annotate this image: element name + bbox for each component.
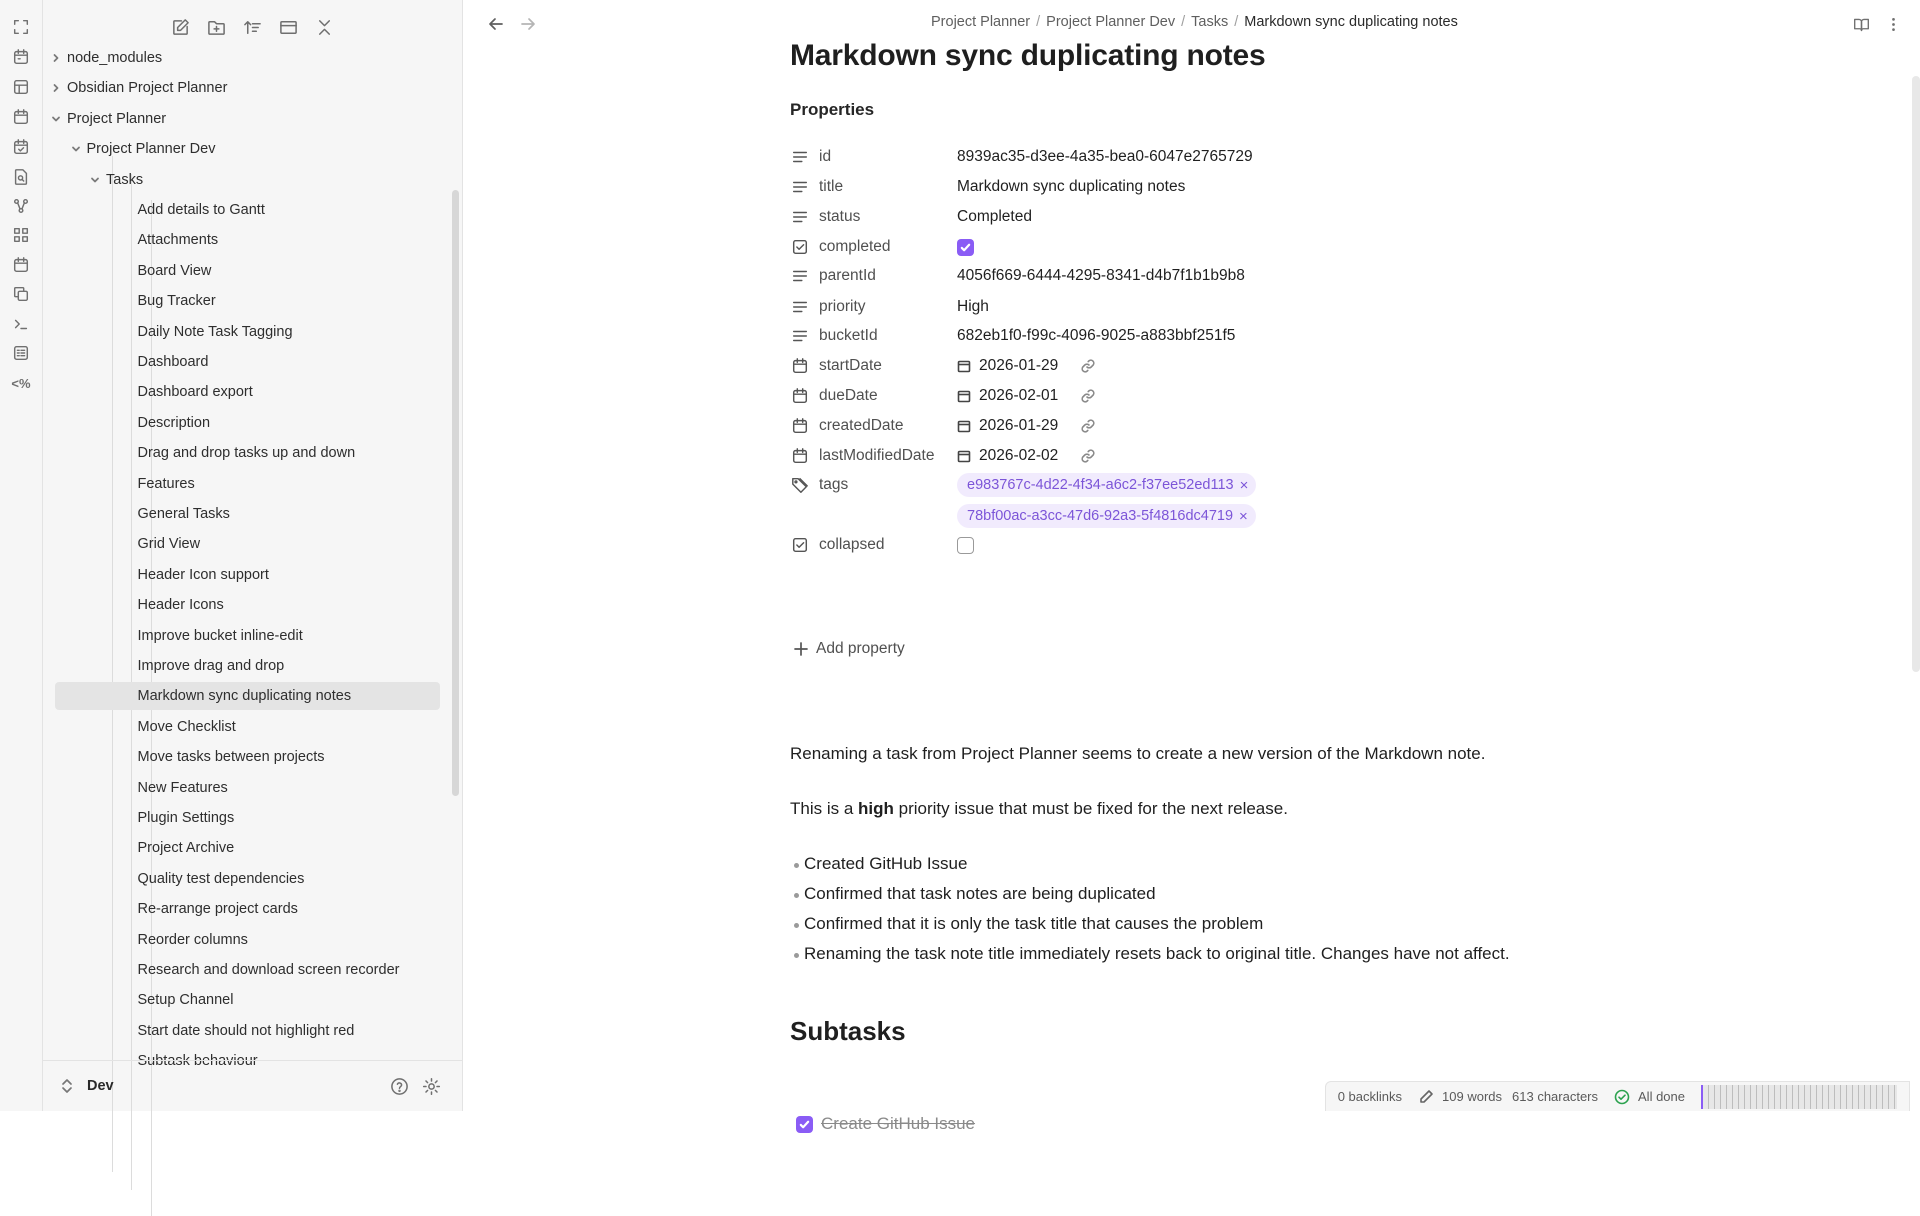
file-item[interactable] [43, 834, 462, 862]
tree-item-label: Tasks [106, 171, 144, 188]
sort-icon[interactable] [239, 14, 265, 40]
calendar-small-icon [957, 419, 971, 433]
bold-text: high [858, 799, 894, 818]
subtasks-heading[interactable]: Subtasks [790, 1016, 906, 1046]
collapse-all-icon[interactable] [311, 14, 337, 40]
property-key[interactable]: lastModifiedDate [819, 447, 935, 464]
link-icon[interactable] [1080, 418, 1096, 434]
date-picker[interactable] [957, 387, 1096, 405]
template-icon[interactable]: <% [11, 375, 31, 391]
tree-item-label: Quality test dependencies [137, 870, 305, 887]
tag-pill[interactable] [957, 473, 1256, 497]
tag-icon[interactable] [790, 475, 810, 495]
remove-tag-icon[interactable]: × [1239, 507, 1248, 525]
date-value: 2026-02-01 [979, 387, 1059, 404]
property-key[interactable]: parentId [819, 267, 876, 284]
date-value: 2026-01-29 [979, 357, 1059, 374]
property-row-collapsed [790, 527, 1690, 563]
property-value[interactable]: 682eb1f0-f99c-4096-9025-a883bbf251f5 [957, 327, 1236, 344]
tree-item-label: Dashboard [137, 354, 209, 370]
file-explorer-toolbar [43, 12, 462, 42]
link-icon[interactable] [1080, 448, 1096, 464]
file-item[interactable] [43, 865, 462, 893]
tree-item-label: General Tasks [137, 506, 230, 522]
copy-icon[interactable] [8, 281, 34, 307]
link-icon[interactable] [1080, 358, 1096, 374]
tree-item-label: Add details to Gantt [137, 202, 265, 218]
tree-item-label: Improve bucket inline-edit [137, 627, 303, 644]
folder-item[interactable] [43, 74, 462, 102]
tree-item-label: Project Archive [137, 840, 235, 857]
properties-heading[interactable]: Properties [790, 100, 875, 119]
fullscreen-icon[interactable] [8, 14, 34, 40]
file-item[interactable] [55, 682, 440, 710]
list-item[interactable]: Renaming the task note title immediately resets back to original title. Changes have not affect. [804, 944, 1510, 963]
character-count: 613 characters [1512, 1089, 1599, 1104]
date-picker[interactable] [957, 417, 1096, 435]
chevron-updown-icon [61, 1078, 73, 1094]
file-item[interactable] [43, 287, 462, 315]
breadcrumb-project-planner[interactable]: Project Planner [931, 14, 1031, 30]
property-checkbox[interactable] [957, 537, 974, 554]
plus-icon [794, 642, 808, 656]
tree-item-label: Header Icon support [137, 566, 269, 583]
folder-item[interactable] [43, 44, 462, 72]
property-key[interactable]: collapsed [819, 536, 885, 553]
sync-activity-graph [1701, 1085, 1897, 1109]
tree-item-label: Features [137, 475, 195, 492]
tree-item-label: Project Planner [67, 110, 167, 127]
file-item[interactable] [43, 926, 462, 954]
file-item[interactable] [43, 622, 462, 650]
file-item[interactable] [43, 986, 462, 1014]
pencil-edit-icon[interactable] [1418, 1089, 1434, 1105]
sync-status: All done [1638, 1089, 1685, 1104]
tree-item-label: Improve drag and drop [137, 658, 285, 674]
back-arrow-icon[interactable] [484, 12, 508, 36]
calendar-week-icon[interactable] [8, 104, 34, 130]
checkbox-icon[interactable] [790, 535, 810, 555]
tree-item-label: Board View [137, 262, 212, 279]
tree-item-label: Move Checklist [137, 718, 236, 735]
tree-item-label: Start date should not highlight red [137, 1022, 355, 1039]
text-span: This is a [790, 799, 859, 818]
file-item[interactable] [43, 470, 462, 498]
property-value[interactable]: 4056f669-6444-4295-8341-d4b7f1b1b9b8 [957, 267, 1245, 284]
property-key[interactable]: title [819, 178, 844, 195]
property-key[interactable]: status [819, 208, 861, 225]
tree-item-label: Project Planner Dev [86, 141, 216, 158]
tree-item-label: Dashboard export [137, 384, 253, 401]
vault-switcher[interactable] [61, 1075, 114, 1097]
file-item[interactable] [43, 561, 462, 589]
list-board-icon[interactable] [8, 340, 34, 366]
property-value[interactable]: Completed [957, 208, 1032, 225]
file-explorer-sidebar [43, 0, 463, 1111]
tree-item-label: node_modules [67, 50, 163, 66]
file-item[interactable] [43, 257, 462, 285]
terminal-icon[interactable] [8, 311, 34, 337]
calendar-day-icon[interactable] [8, 252, 34, 278]
body-paragraph[interactable]: Renaming a task from Project Planner seems to create a new version of the Markdown note. [790, 744, 1486, 763]
table-icon[interactable] [8, 74, 34, 100]
chevron-down-icon[interactable] [69, 135, 83, 163]
tree-item-label: New Features [137, 779, 228, 796]
date-value: 2026-01-29 [979, 417, 1059, 434]
calendar-small-icon [957, 449, 971, 463]
tree-item-label: Obsidian Project Planner [67, 80, 228, 97]
property-key[interactable]: startDate [819, 357, 882, 374]
file-item[interactable] [43, 530, 462, 558]
file-item[interactable] [43, 804, 462, 832]
breadcrumb: Project Planner / Project Planner Dev / Tasks / Markdown sync duplicating notes [931, 14, 1458, 30]
body-paragraph-priority[interactable] [790, 799, 1288, 819]
date-picker[interactable] [957, 357, 1096, 375]
file-item[interactable] [43, 895, 462, 923]
tree-item-label: Grid View [137, 536, 201, 553]
property-value[interactable]: 8939ac35-d3ee-4a35-bea0-6047e2765729 [957, 148, 1253, 165]
forward-arrow-icon[interactable] [516, 12, 540, 36]
property-checkbox[interactable] [957, 239, 974, 256]
file-item[interactable] [43, 439, 462, 467]
file-item[interactable] [43, 318, 462, 346]
tree-item-label: Plugin Settings [137, 810, 235, 826]
file-item[interactable] [43, 774, 462, 802]
property-value[interactable]: High [957, 298, 989, 315]
calendar-small-icon [957, 359, 971, 373]
file-item[interactable] [43, 500, 462, 528]
text-lines-icon[interactable] [790, 147, 810, 167]
editor-scrollbar[interactable] [1912, 76, 1920, 672]
property-key[interactable]: priority [819, 298, 866, 315]
tree-item-label: Move tasks between projects [137, 749, 325, 766]
tree-item-label: Header Icons [137, 597, 224, 614]
file-item[interactable] [43, 591, 462, 619]
new-folder-icon[interactable] [203, 14, 229, 40]
tree-item-label: Research and download screen recorder [137, 962, 400, 978]
link-icon[interactable] [1080, 388, 1096, 404]
text-lines-icon[interactable] [790, 177, 810, 197]
graph-icon[interactable] [8, 193, 34, 219]
tree-item-label: Daily Note Task Tagging [137, 323, 293, 340]
vault-name: Dev [87, 1078, 114, 1094]
breadcrumb-tasks[interactable]: Tasks [1191, 14, 1229, 30]
breadcrumb-current-note[interactable]: Markdown sync duplicating notes [1244, 14, 1458, 30]
tree-item-label: Re-arrange project cards [137, 901, 298, 918]
list-item[interactable]: Confirmed that it is only the task title that causes the problem [804, 914, 1264, 933]
calendar-icon[interactable] [790, 356, 810, 376]
sidebar-scrollbar[interactable] [452, 190, 459, 796]
tree-item-label: Bug Tracker [137, 293, 216, 310]
date-value: 2026-02-02 [979, 447, 1059, 464]
folder-item[interactable] [43, 135, 462, 163]
tree-item-label: Subtask behaviour [137, 1053, 258, 1070]
checkbox-icon[interactable] [790, 237, 810, 257]
settings-gear-icon[interactable] [419, 1074, 443, 1098]
status-bar [1325, 1081, 1910, 1111]
property-row-tags [790, 467, 1690, 525]
reading-view-icon[interactable] [1849, 12, 1873, 36]
list-item[interactable]: Confirmed that task notes are being duplicated [804, 884, 1156, 903]
list-item[interactable]: Created GitHub Issue [804, 854, 968, 873]
date-picker[interactable] [957, 447, 1096, 465]
more-options-icon[interactable] [1881, 12, 1905, 36]
breadcrumb-project-planner-dev[interactable]: Project Planner Dev [1046, 14, 1176, 30]
calendar-icon[interactable] [790, 386, 810, 406]
file-item[interactable] [43, 348, 462, 376]
file-search-icon[interactable] [8, 164, 34, 190]
remove-tag-icon[interactable]: × [1239, 476, 1249, 494]
property-key[interactable]: tags [819, 476, 849, 493]
file-item[interactable] [43, 409, 462, 437]
property-key[interactable]: createdDate [819, 417, 904, 434]
help-icon[interactable] [387, 1074, 411, 1098]
tree-item-label: Attachments [137, 232, 219, 249]
add-property-button[interactable] [794, 640, 905, 658]
chevron-down-icon[interactable] [88, 166, 102, 194]
folder-item[interactable] [43, 105, 462, 133]
file-item[interactable] [43, 378, 462, 406]
chevron-right-icon[interactable] [49, 44, 63, 72]
file-item[interactable] [43, 196, 462, 224]
tag-label: 78bf00ac-a3cc-47d6-92a3-5f4816dc4719 [967, 508, 1234, 524]
tree-item-label: Reorder columns [137, 931, 248, 948]
subtask-checkbox[interactable] [796, 1116, 813, 1133]
calendar-icon[interactable] [790, 416, 810, 436]
tag-label: e983767c-4d22-4f34-a6c2-f37ee52ed113 [967, 477, 1234, 493]
calendar-icon[interactable] [8, 44, 34, 70]
file-item[interactable] [43, 713, 462, 741]
text-lines-icon[interactable] [790, 207, 810, 227]
backlinks-count[interactable]: 0 backlinks [1337, 1089, 1403, 1104]
calendar-icon[interactable] [790, 446, 810, 466]
tree-item-label: Description [137, 414, 211, 431]
collapse-tabs-icon[interactable] [275, 14, 301, 40]
chevron-down-icon[interactable] [49, 105, 63, 133]
tree-item-label: Markdown sync duplicating notes [137, 688, 352, 705]
chevron-right-icon[interactable] [49, 74, 63, 102]
vault-footer [43, 1060, 462, 1111]
folder-item[interactable] [43, 166, 462, 194]
file-item[interactable] [43, 1017, 462, 1045]
left-ribbon [0, 0, 43, 1111]
file-item[interactable] [43, 226, 462, 254]
editor-pane [464, 0, 1920, 1133]
file-item[interactable] [43, 652, 462, 680]
grid-apps-icon[interactable] [8, 222, 34, 248]
file-tree [43, 44, 462, 1070]
property-key[interactable]: completed [819, 238, 891, 255]
file-item[interactable] [43, 956, 462, 984]
word-count: 109 words [1442, 1089, 1503, 1104]
file-item[interactable] [43, 743, 462, 771]
text-lines-icon[interactable] [790, 297, 810, 317]
tree-item-label: Setup Channel [137, 992, 234, 1009]
calendar-small-icon [957, 389, 971, 403]
property-key[interactable]: id [819, 148, 832, 165]
subtask-label: Create GitHub Issue [821, 1114, 976, 1133]
new-note-icon[interactable] [167, 14, 193, 40]
sync-check-icon[interactable] [1614, 1089, 1630, 1105]
property-key[interactable]: bucketId [819, 327, 878, 344]
text-lines-icon[interactable] [790, 266, 810, 286]
add-property-label: Add property [816, 640, 905, 657]
tag-pill[interactable] [957, 504, 1256, 528]
calendar-check-icon[interactable] [8, 134, 34, 160]
subtask-item[interactable] [796, 1114, 975, 1134]
property-key[interactable]: dueDate [819, 387, 878, 404]
tree-item-label: Drag and drop tasks up and down [137, 445, 356, 462]
property-value[interactable]: Markdown sync duplicating notes [957, 178, 1186, 195]
text-span: priority issue that must be fixed for the next release. [893, 799, 1288, 818]
note-title[interactable]: Markdown sync duplicating notes [790, 39, 1266, 72]
text-lines-icon[interactable] [790, 326, 810, 346]
